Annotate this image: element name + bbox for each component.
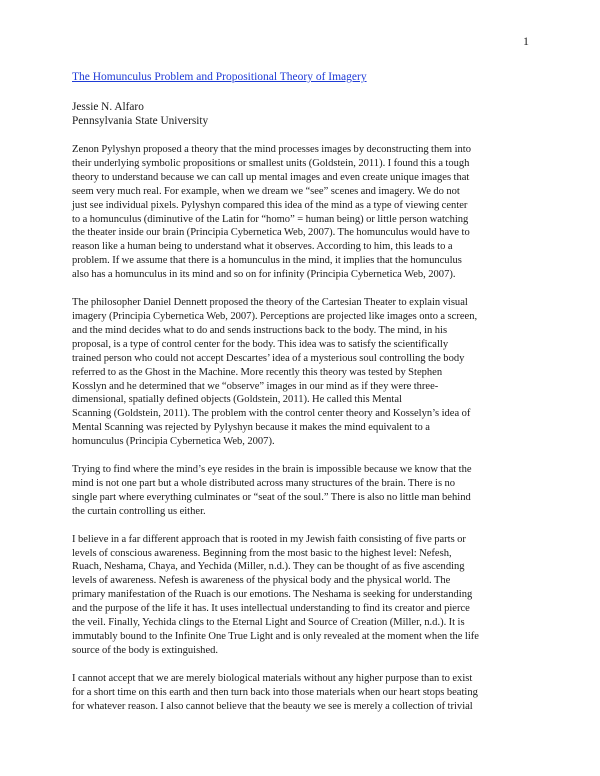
text-line: primary manifestation of the Ruach is our emotions. The Neshama is seeking for understanding	[72, 589, 473, 601]
body-paragraph	[72, 143, 532, 282]
text-line: single part where everything culminates or “seat of the soul.” There is also no little man behind	[72, 491, 471, 503]
text-line: homunculus (Principia Cybernetica Web, 2007).	[72, 436, 275, 448]
text-line: their underlying symbolic propositions or smallest units (Goldstein, 2011). I found this a tough	[72, 157, 470, 169]
text-line: I cannot accept that we are merely biological materials without any higher purpose than to exist	[72, 672, 473, 684]
document-body	[72, 70, 532, 728]
author-name: Jessie N. Alfaro	[72, 101, 144, 113]
text-line: Kosslyn and he determined that we “observe” images in our mind as if they were three-	[72, 380, 439, 392]
body-paragraph	[72, 672, 532, 714]
text-line: The philosopher Daniel Dennett proposed the theory of the Cartesian Theater to explain visual	[72, 297, 468, 309]
text-line: the curtain controlling us either.	[72, 505, 206, 517]
text-line: and the mind decides what to do and sends instructions back to the body. The mind, in his	[72, 324, 448, 336]
body-paragraph	[72, 533, 532, 658]
text-line: trained person who could not accept Descartes’ idea of a mysterious soul controlling the body	[72, 352, 465, 364]
text-line: source of the body is extinguished.	[72, 644, 219, 656]
paragraph-list	[72, 143, 532, 714]
text-line: the theater inside our brain (Principia Cybernetica Web, 2007). The homunculus would have to	[72, 227, 470, 239]
body-paragraph	[72, 296, 532, 449]
text-line: Scanning (Goldstein, 2011). The problem with the control center theory and Kosselyn’s idea of	[72, 408, 471, 420]
text-line: imagery (Principia Cybernetica Web, 2007). Perceptions are projected like images onto a screen,	[72, 310, 478, 322]
text-line: immutably bound to the Infinite One True Light and is only revealed at the moment when the life	[72, 631, 479, 642]
text-line: reason like a human being to understand what it observes. According to him, this leads to a	[72, 241, 453, 253]
text-line: levels of conscious awareness. Beginning from the most basic to the highest level: Nefesh,	[72, 547, 452, 559]
text-line: Trying to find where the mind’s eye resides in the brain is impossible because we know that the	[72, 464, 472, 476]
text-line: levels of awareness. Nefesh is awareness of the physical body and the physical world. The	[72, 575, 451, 587]
text-line: just see individual pixels. Pylyshyn compared this idea of the mind as a type of viewing center	[72, 199, 468, 211]
text-line: theory to understand because we can call up mental images and even create unique images that	[72, 171, 470, 183]
text-line: to a homunculus (diminutive of the Latin for “homo” = human being) or little person watching	[72, 213, 469, 225]
text-line: mind is not one part but a whole distributed across many structures of the brain. There is no	[72, 477, 456, 489]
page-number: 1	[523, 34, 529, 48]
text-line: problem. If we assume that there is a homunculus in the mind, it implies that the homunculus	[72, 255, 462, 267]
author-affiliation: Pennsylvania State University	[72, 115, 209, 127]
text-line: Mental Scanning was rejected by Pylyshyn because it makes the mind equivalent to a	[72, 422, 430, 434]
text-line: also has a homunculus in its mind and so on for infinity (Principia Cybernetica Web, 2007).	[72, 269, 456, 281]
text-line: for whatever reason. I also cannot believe that the beauty we see is merely a collection of trivial	[72, 700, 473, 712]
text-line: for a short time on this earth and then turn back into those materials when our heart stops beating	[72, 686, 478, 698]
text-line: Zenon Pylyshyn proposed a theory that the mind processes images by deconstructing them into	[72, 144, 471, 155]
text-line: referred to as the Ghost in the Machine. More recently this theory was tested by Stephen	[72, 366, 443, 378]
text-line: Ruach, Neshama, Chaya, and Yechida (Miller, n.d.). They can be thought of as five ascending	[72, 561, 465, 573]
document-title-link[interactable]: The Homunculus Problem and Propositional Theory of Imagery	[72, 71, 367, 83]
text-line: and the purpose of the life it has. It uses intellectual understanding to find its creator and pierce	[72, 603, 470, 615]
body-paragraph	[72, 463, 532, 519]
text-line: the veil. Finally, Yechida clings to the Eternal Light and Source of Creation (Miller, n.d.). It is	[72, 617, 465, 629]
text-line: dimensional, spatially defined objects (Goldstein, 2011). He called this Mental	[72, 394, 402, 406]
text-line: I believe in a far different approach that is rooted in my Jewish faith consisting of five parts or	[72, 533, 466, 545]
text-line: seem very much real. For example, when we dream we “see” scenes and imagery. We do not	[72, 185, 460, 197]
text-line: proposal, is a type of control center for the body. This idea was to satisfy the scientifically	[72, 338, 449, 350]
